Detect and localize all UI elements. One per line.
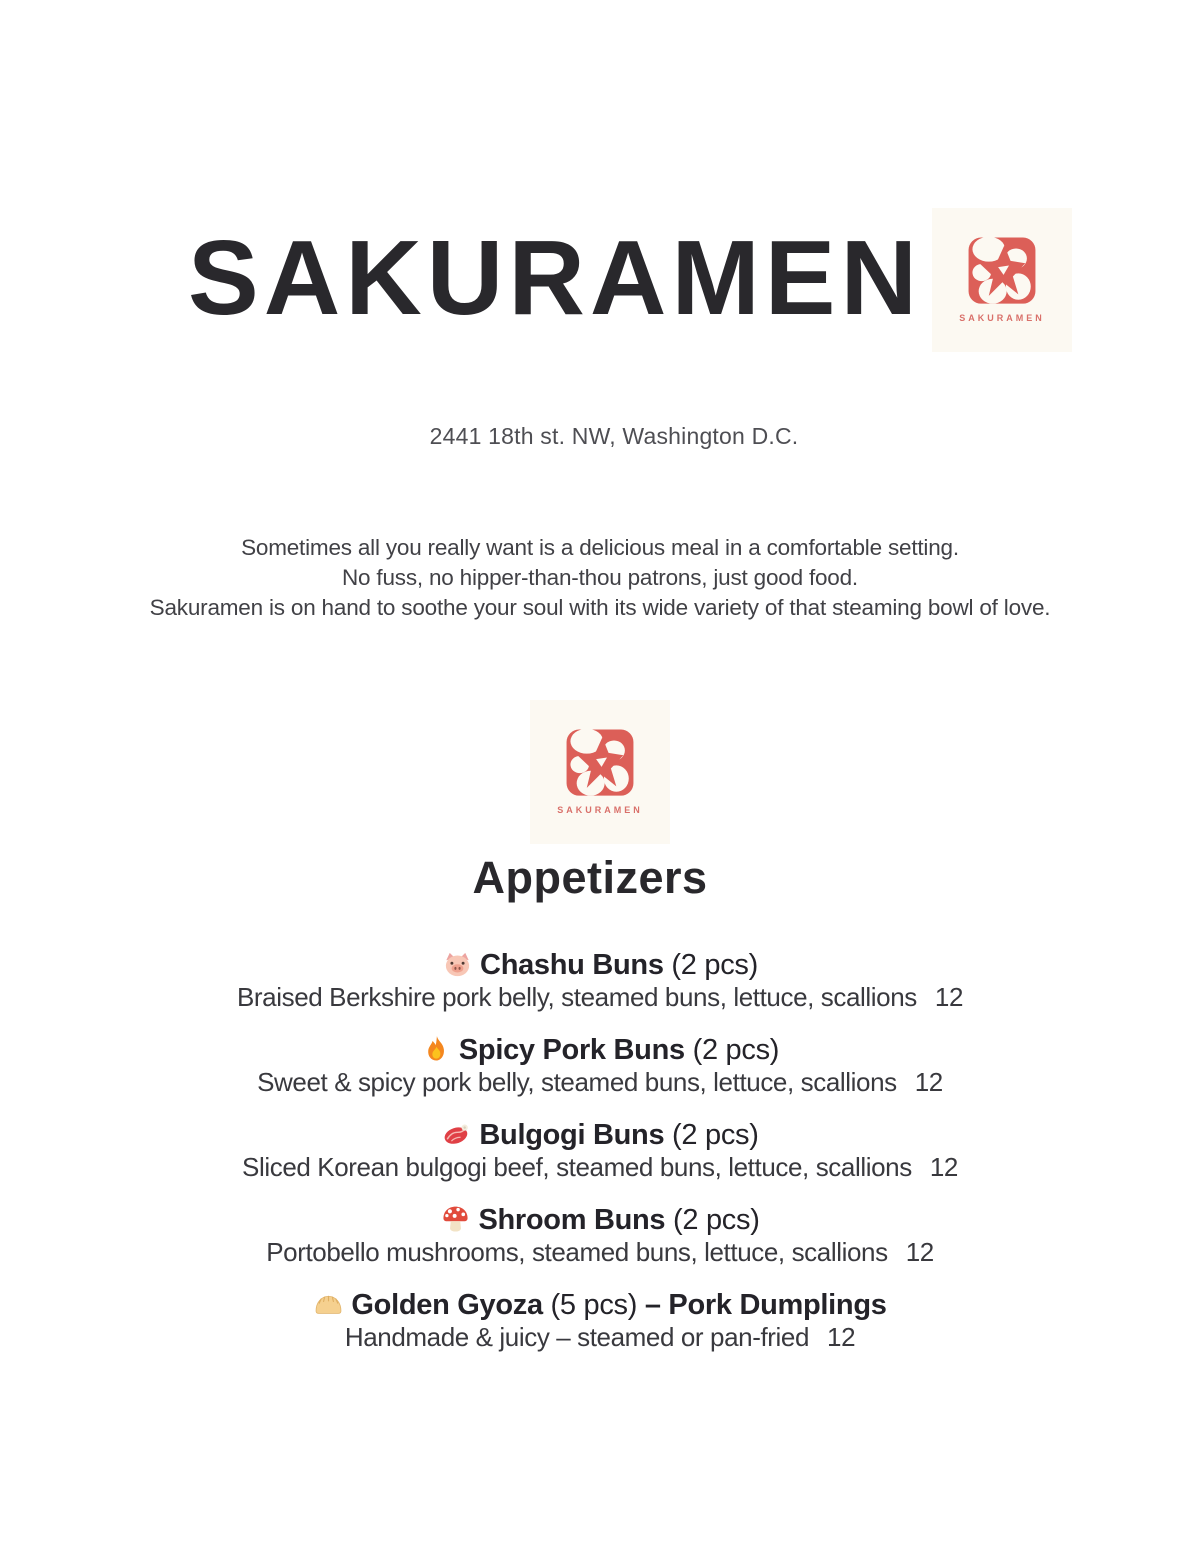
intro-line: Sometimes all you really want is a delicious meal in a comfortable setting. xyxy=(241,535,959,560)
menu-item xyxy=(0,948,1200,1013)
item-name: Golden Gyoza xyxy=(351,1289,543,1321)
section-title: Appetizers xyxy=(472,852,708,903)
item-desc-line xyxy=(0,1322,1200,1353)
header xyxy=(0,206,1200,352)
address: 2441 18th st. NW, Washington D.C. xyxy=(429,423,799,449)
item-desc-line xyxy=(0,982,1200,1013)
item-suffix: – Pork Dumplings xyxy=(644,1289,887,1321)
sakura-flower-icon xyxy=(962,236,1042,306)
menu-item xyxy=(0,1288,1200,1353)
dumpling-icon xyxy=(313,1289,344,1320)
item-desc: Sliced Korean bulgogi beef, steamed buns, lettuce, scallions xyxy=(242,1152,912,1182)
item-qty: (2 pcs) xyxy=(671,949,758,981)
mushroom-icon xyxy=(440,1204,471,1235)
item-desc-line xyxy=(0,1237,1200,1268)
intro-line: Sakuramen is on hand to soothe your soul with its wide variety of that steaming bowl of love. xyxy=(149,595,1051,620)
item-desc: Portobello mushrooms, steamed buns, lettuce, scallions xyxy=(266,1237,888,1267)
item-qty: (2 pcs) xyxy=(672,1119,759,1151)
item-name: Spicy Pork Buns xyxy=(458,1034,685,1066)
menu-items xyxy=(0,948,1200,1373)
pig-face-icon xyxy=(442,949,473,980)
brand-logo xyxy=(932,208,1072,352)
item-desc-line xyxy=(0,1067,1200,1098)
item-name: Chashu Buns xyxy=(480,949,664,981)
item-title-line xyxy=(0,1033,1200,1067)
menu-item xyxy=(0,1203,1200,1268)
menu-item xyxy=(0,1033,1200,1098)
item-name: Bulgogi Buns xyxy=(479,1119,665,1151)
item-desc: Braised Berkshire pork belly, steamed buns, lettuce, scallions xyxy=(236,982,917,1012)
intro-paragraph xyxy=(0,533,1200,623)
item-price: 12 xyxy=(934,982,964,1012)
item-title-line xyxy=(0,1203,1200,1237)
item-desc-line xyxy=(0,1152,1200,1183)
item-price: 12 xyxy=(929,1152,958,1182)
page-title: SAKURAMEN xyxy=(188,219,922,337)
item-qty: (2 pcs) xyxy=(692,1034,780,1066)
header-inner xyxy=(188,206,1072,352)
item-price: 12 xyxy=(827,1322,856,1352)
item-qty: (2 pcs) xyxy=(673,1204,760,1236)
intro-line: No fuss, no hipper-than-thou patrons, just good food. xyxy=(342,565,858,590)
item-qty: (5 pcs) xyxy=(550,1289,638,1321)
item-title-line xyxy=(0,1118,1200,1152)
section-logo xyxy=(530,700,670,844)
section-logo-text: SAKURAMEN xyxy=(557,805,643,815)
menu-item xyxy=(0,1118,1200,1183)
item-price: 12 xyxy=(905,1237,934,1267)
meat-icon xyxy=(441,1119,472,1150)
item-title-line xyxy=(0,948,1200,982)
item-name: Shroom Buns xyxy=(478,1204,666,1236)
item-desc: Sweet & spicy pork belly, steamed buns, lettuce, scallions xyxy=(257,1067,897,1097)
brand-logo-text: SAKURAMEN xyxy=(959,313,1045,323)
item-price: 12 xyxy=(914,1067,943,1097)
item-desc: Handmade & juicy – steamed or pan-fried xyxy=(344,1322,810,1352)
item-title-line xyxy=(0,1288,1200,1322)
sakura-flower-icon xyxy=(560,728,640,798)
fire-icon xyxy=(421,1034,452,1065)
